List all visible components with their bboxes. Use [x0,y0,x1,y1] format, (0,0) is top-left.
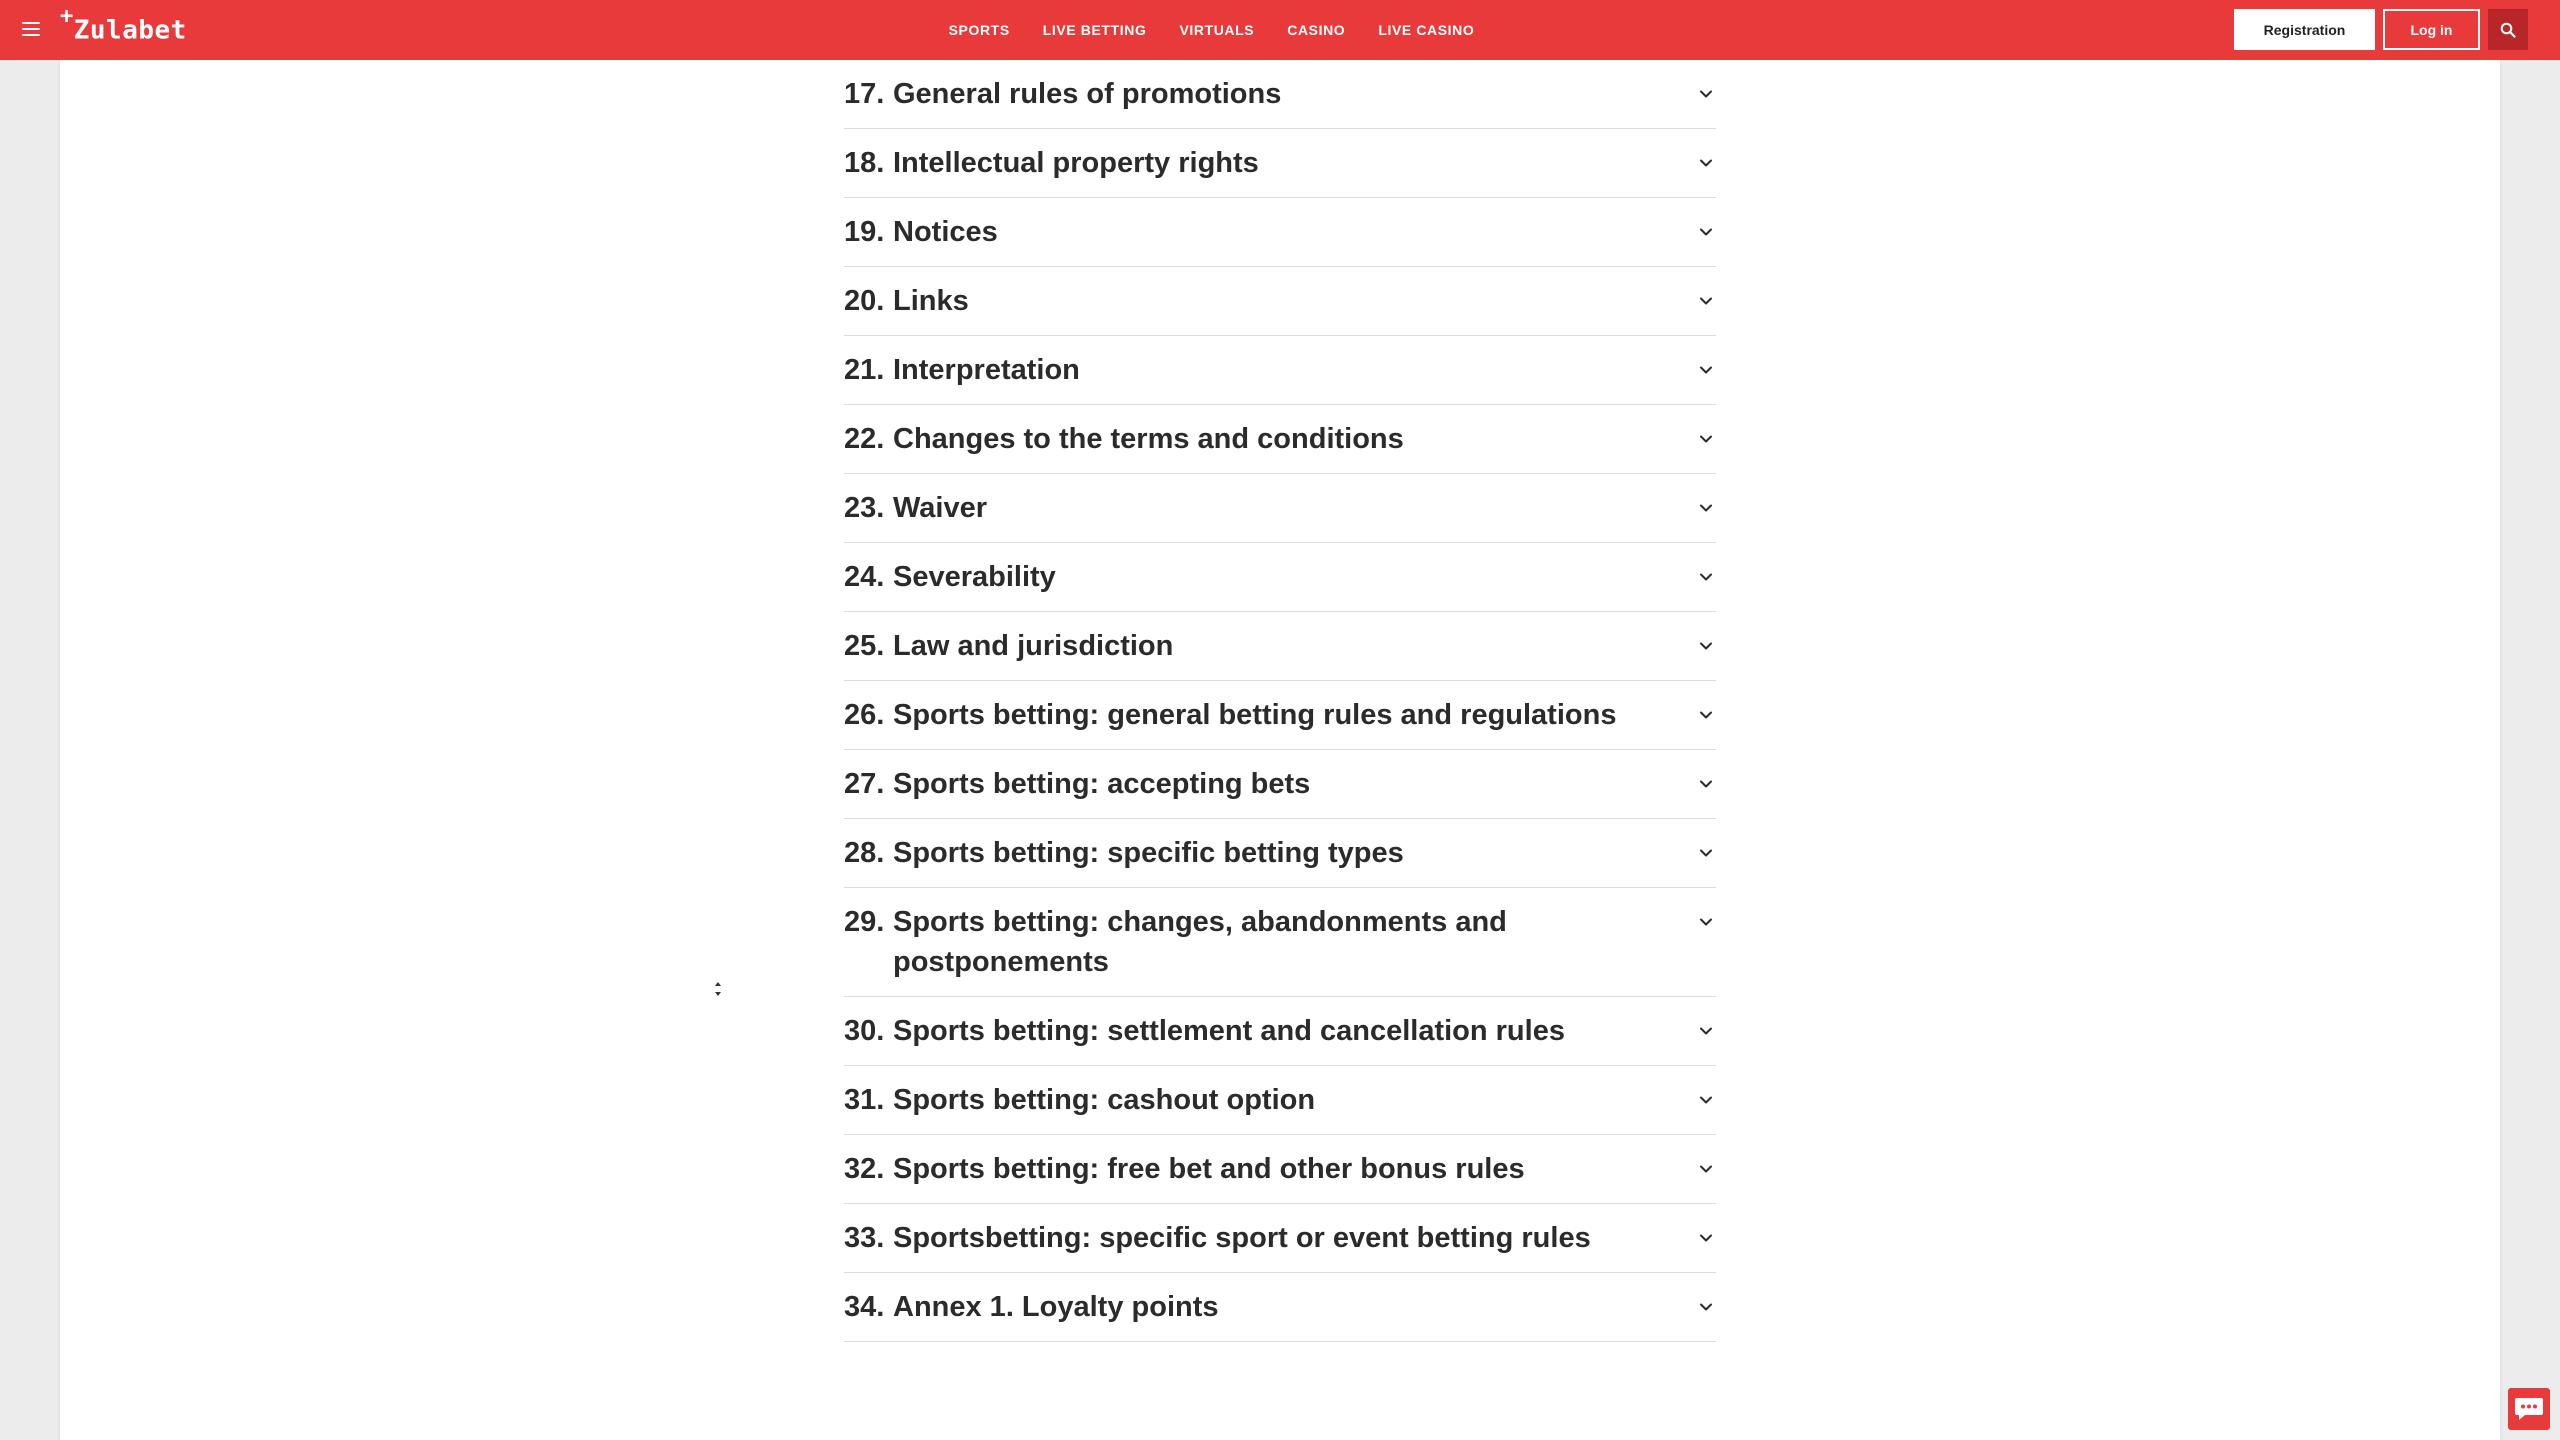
accordion-item[interactable] [844,267,1716,336]
section-number: 18. [844,147,885,179]
accordion-item[interactable] [844,198,1716,267]
accordion-item[interactable] [844,474,1716,543]
section-number: 21. [844,354,885,386]
accordion-item[interactable] [844,543,1716,612]
search-button[interactable] [2488,9,2528,50]
section-title: Sports betting: settlement and cancellation rules [893,1015,1565,1047]
accordion-item[interactable] [844,60,1716,129]
chevron-down-icon[interactable] [1696,1228,1716,1248]
accordion-item[interactable] [844,1204,1716,1273]
section-title: Interpretation [893,354,1080,386]
chevron-down-icon[interactable] [1696,705,1716,725]
chat-bubble-icon [2514,1396,2544,1422]
nav-live-betting[interactable]: LIVE BETTING [1042,22,1147,38]
section-number: 31. [844,1084,885,1116]
login-button[interactable]: Log in [2383,9,2480,50]
section-number: 19. [844,216,885,248]
section-title: Changes to the terms and conditions [893,423,1404,455]
section-number: 34. [844,1291,885,1323]
chevron-down-icon[interactable] [1696,429,1716,449]
chevron-down-icon[interactable] [1696,774,1716,794]
accordion-item[interactable] [844,1066,1716,1135]
section-title: Annex 1. Loyalty points [893,1291,1219,1323]
section-number: 27. [844,768,885,800]
logo[interactable] [60,4,187,46]
chevron-down-icon[interactable] [1696,1297,1716,1317]
accordion-item[interactable] [844,336,1716,405]
section-number: 17. [844,78,885,110]
chevron-down-icon[interactable] [1696,1090,1716,1110]
section-number: 23. [844,492,885,524]
section-number: 22. [844,423,885,455]
accordion-item[interactable] [844,819,1716,888]
search-icon [2500,22,2516,38]
section-title: Sports betting: changes, abandonments and postponements [893,906,1507,978]
nav-virtuals[interactable]: VIRTUALS [1179,22,1255,38]
nav-live-casino[interactable]: LIVE CASINO [1378,22,1475,38]
accordion-item[interactable] [844,1135,1716,1204]
section-number: 29. [844,906,885,938]
accordion-item[interactable] [844,612,1716,681]
chevron-down-icon[interactable] [1696,291,1716,311]
section-number: 20. [844,285,885,317]
section-number: 30. [844,1015,885,1047]
registration-button[interactable]: Registration [2234,9,2375,50]
accordion-item[interactable] [844,405,1716,474]
live-chat-button[interactable] [2508,1388,2550,1430]
chevron-down-icon[interactable] [1696,567,1716,587]
chevron-down-icon[interactable] [1696,843,1716,863]
nav-sports[interactable]: SPORTS [948,22,1010,38]
logo-plus-mark: + [60,4,74,29]
main-nav [0,0,2560,60]
chevron-down-icon[interactable] [1696,360,1716,380]
top-navigation-bar [0,0,2560,60]
terms-sections-list [844,60,1716,1342]
chevron-down-icon[interactable] [1696,498,1716,518]
accordion-item[interactable] [844,129,1716,198]
logo-text: Zulabet [73,15,187,46]
section-title: Sports betting: general betting rules and regulations [893,699,1617,731]
resize-cursor-icon [713,980,723,998]
section-number: 25. [844,630,885,662]
hamburger-menu-icon[interactable] [22,20,40,38]
section-number: 24. [844,561,885,593]
section-title: Intellectual property rights [893,147,1259,179]
accordion-item[interactable] [844,681,1716,750]
section-number: 28. [844,837,885,869]
nav-casino[interactable]: CASINO [1287,22,1346,38]
accordion-item[interactable] [844,997,1716,1066]
accordion-item[interactable] [844,1273,1716,1342]
accordion-item[interactable] [844,888,1716,997]
section-title: Links [893,285,969,317]
chevron-down-icon[interactable] [1696,1021,1716,1041]
section-number: 33. [844,1222,885,1254]
section-number: 26. [844,699,885,731]
section-title: General rules of promotions [893,78,1282,110]
accordion-item[interactable] [844,750,1716,819]
section-title: Sports betting: free bet and other bonus rules [893,1153,1525,1185]
chevron-down-icon[interactable] [1696,222,1716,242]
section-title: Sports betting: accepting bets [893,768,1311,800]
section-title: Law and jurisdiction [893,630,1174,662]
chevron-down-icon[interactable] [1696,1159,1716,1179]
section-title: Notices [893,216,998,248]
section-title: Sportsbetting: specific sport or event betting rules [893,1222,1591,1254]
section-title: Waiver [893,492,988,524]
section-title: Sports betting: specific betting types [893,837,1404,869]
chevron-down-icon[interactable] [1696,84,1716,104]
section-number: 32. [844,1153,885,1185]
chevron-down-icon[interactable] [1696,912,1716,932]
chevron-down-icon[interactable] [1696,636,1716,656]
section-title: Severability [893,561,1056,593]
chevron-down-icon[interactable] [1696,153,1716,173]
section-title: Sports betting: cashout option [893,1084,1316,1116]
